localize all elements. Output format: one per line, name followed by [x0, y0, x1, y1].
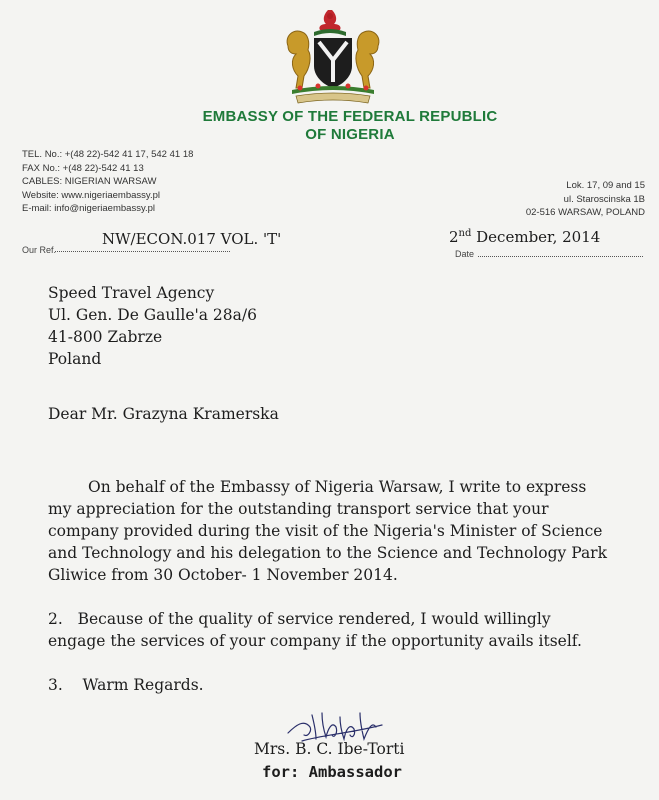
address-line: ul. Staroscinska 1B — [563, 193, 645, 205]
coat-of-arms-emblem — [278, 6, 388, 106]
embassy-title-line2: OF NIGERIA — [305, 126, 395, 143]
website-line: Website: www.nigeriaembassy.pl — [22, 189, 160, 201]
contact-details-left — [22, 148, 193, 216]
embassy-address — [526, 179, 645, 220]
signatory-capacity: for: Ambassador — [262, 763, 402, 781]
paragraph1-line: Gliwice from 30 October- 1 November 2014. — [48, 566, 398, 584]
paragraph1-line: On behalf of the Embassy of Nigeria Warsaw, I write to express — [88, 478, 587, 496]
address-line: 02-516 WARSAW, POLAND — [525, 207, 645, 218]
paragraph2-line: engage the services of your company if the opportunity avails itself. — [48, 632, 582, 650]
reference-number: NW/ECON.017 VOL. 'T' — [102, 230, 282, 248]
recipient-line: 41-800 Zabrze — [48, 328, 163, 346]
cables-line: CABLES: NIGERIAN WARSAW — [22, 176, 157, 187]
fax-line: FAX No.: +(48 22)-542 41 13 — [22, 162, 144, 174]
signatory-name: Mrs. B. C. Ibe-Torti — [254, 740, 405, 758]
paragraph1-line: my appreciation for the outstanding transport service that your — [48, 500, 549, 518]
recipient-line: Poland — [48, 350, 102, 368]
date-label: Date — [455, 249, 475, 259]
recipient-line: Speed Travel Agency — [48, 284, 215, 302]
recipient-line: Ul. Gen. De Gaulle'a 28a/6 — [48, 306, 257, 324]
paragraph1-line: company provided during the visit of the Nigeria's Minister of Science — [48, 522, 603, 540]
address-line: Lok. 17, 09 and 15 — [566, 180, 645, 191]
paragraph1-line: and Technology and his delegation to the Science and Technology Park — [48, 544, 607, 562]
reference-label: Our Ref. — [22, 245, 57, 255]
date-rest: December, 2014 — [471, 228, 601, 246]
date-dotted-line — [478, 256, 643, 257]
email-line: E-mail: info@nigeriaembassy.pl — [22, 203, 156, 214]
embassy-title-line1: EMBASSY OF THE FEDERAL REPUBLIC — [202, 108, 498, 125]
date-day: 2 — [449, 228, 459, 246]
reference-dotted-line — [55, 251, 230, 252]
paragraph3: 3. Warm Regards. — [48, 676, 204, 694]
date-suffix: nd — [458, 228, 472, 239]
paragraph2-line: 2. Because of the quality of service rendered, I would willingly — [48, 610, 551, 628]
telephone-line: TEL. No.: +(48 22)-542 41 17, 542 41 18 — [22, 149, 194, 160]
letter-date — [449, 228, 600, 246]
salutation: Dear Mr. Grazyna Kramerska — [48, 405, 279, 423]
